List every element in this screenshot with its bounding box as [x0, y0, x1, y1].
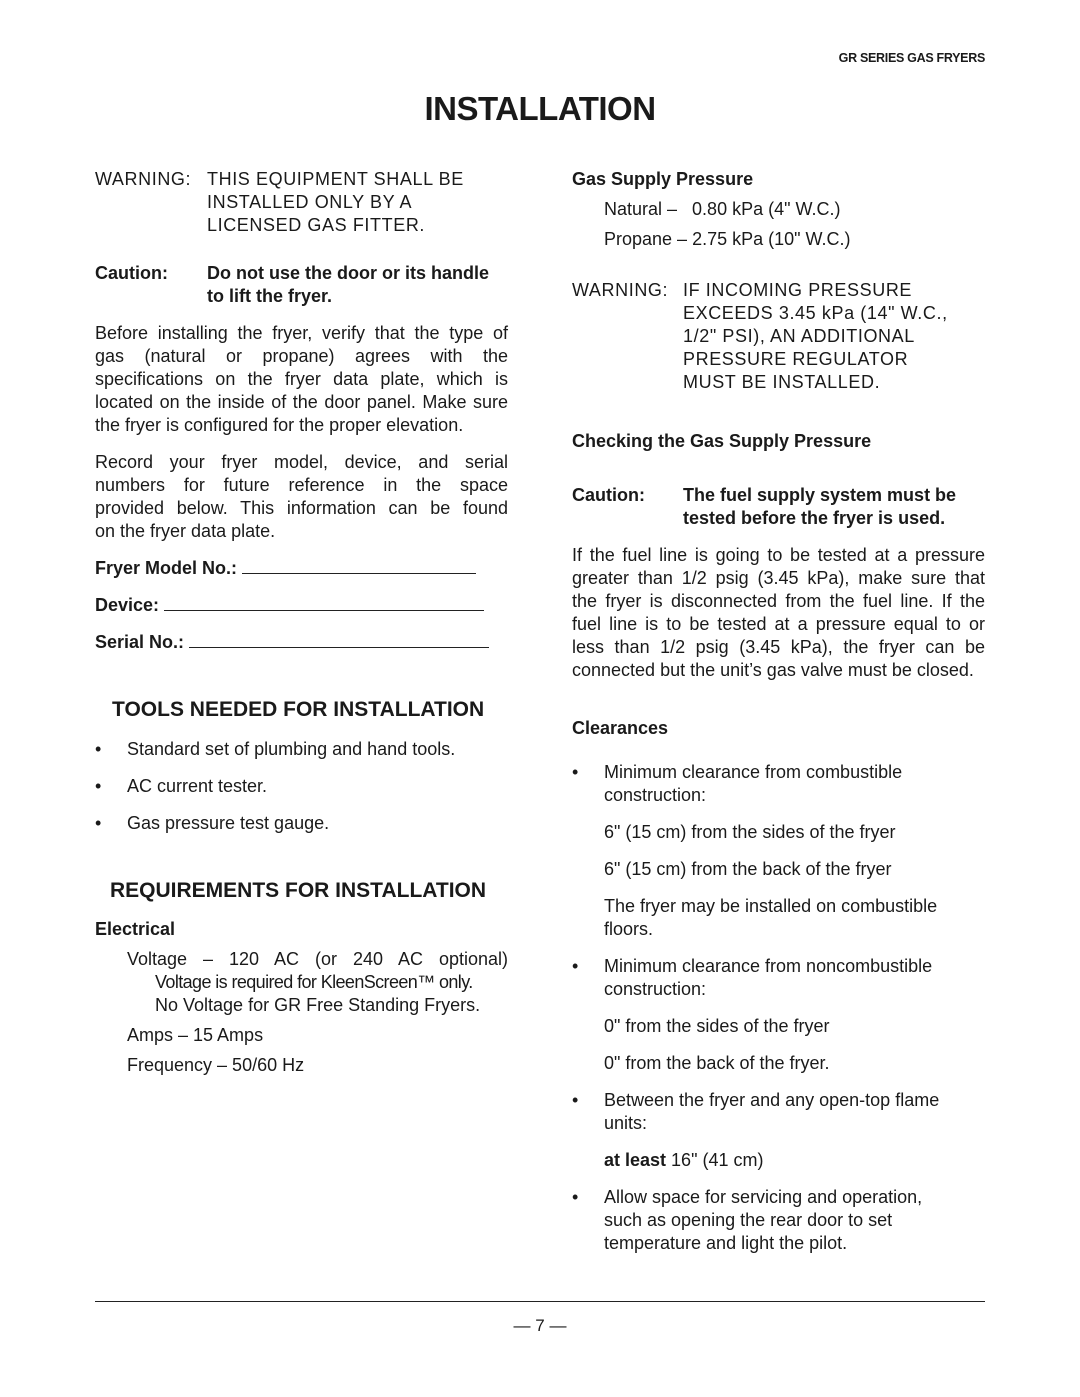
text-line: fuel line is to be tested at a pressure equal to or	[572, 614, 985, 634]
serial-field[interactable]	[95, 631, 505, 654]
text-line: gas (natural or propane) agrees with the	[95, 346, 508, 366]
clearance-flame-item: • Between the fryer and any open-top flame units:	[572, 1090, 940, 1133]
text-line: Minimum clearance from noncombustible	[604, 956, 933, 976]
text-line: LICENSED GAS FITTER.	[207, 215, 426, 235]
tools-item: • AC current tester.	[95, 776, 268, 796]
fuel-caution-label	[572, 484, 645, 507]
combustible-floors-note	[604, 895, 937, 941]
text-line: construction:	[604, 785, 707, 805]
clearance-noncombustible-back: 0" from the back of the fryer.	[604, 1053, 830, 1073]
footer-divider	[95, 1301, 985, 1302]
intro-paragraph	[95, 322, 508, 437]
text-line: Allow space for servicing and operation,	[604, 1187, 923, 1207]
pressure-warning-label: WARNING:	[572, 280, 669, 300]
text-line: the fryer is disconnected from the fuel line. If the	[572, 591, 985, 611]
caution-label-text: Caution:	[95, 263, 168, 283]
tools-item: • Standard set of plumbing and hand tools.	[95, 739, 456, 759]
device-field[interactable]	[95, 594, 505, 617]
clearance-combustible-back: 6" (15 cm) from the back of the fryer	[604, 859, 892, 879]
fryer-model-field[interactable]	[95, 557, 505, 580]
warning-text	[207, 168, 464, 237]
text-line: MUST BE INSTALLED.	[683, 372, 881, 392]
device-label: Device:	[95, 595, 160, 615]
series-header: GR SERIES GAS FRYERS	[838, 51, 985, 65]
tools-item-text: Gas pressure test gauge.	[127, 813, 330, 833]
requirements-heading: REQUIREMENTS FOR INSTALLATION	[110, 879, 487, 902]
text-line: the fryer is configured for the proper elevation.	[95, 415, 464, 435]
flame-distance-value: 16" (41 cm)	[666, 1150, 764, 1170]
text-line: temperature and light the pilot.	[604, 1233, 848, 1253]
amps-line: Amps – 15 Amps	[127, 1025, 264, 1045]
text-line: construction:	[604, 979, 707, 999]
text-line: Do not use the door or its handle	[207, 263, 490, 283]
electrical-heading: Electrical	[95, 919, 176, 939]
text-line: INSTALLED ONLY BY A	[207, 192, 413, 212]
text-line: such as opening the rear door to set	[604, 1210, 893, 1230]
clearance-flame-text	[604, 1089, 939, 1135]
tools-item: • Gas pressure test gauge.	[95, 813, 330, 833]
clearance-flame-distance	[604, 1149, 763, 1172]
natural-pressure: Natural – 0.80 kPa (4" W.C.)	[604, 199, 841, 219]
text-line: The fuel supply system must be	[683, 485, 957, 505]
fryer-model-label: Fryer Model No.:	[95, 558, 238, 578]
text-line: provided below. This information can be found	[95, 498, 508, 518]
clearance-noncombustible-sides: 0" from the sides of the fryer	[604, 1016, 830, 1036]
clearance-noncombustible-item: • Minimum clearance from noncombustible construction:	[572, 956, 933, 999]
page-title: INSTALLATION	[424, 90, 656, 127]
text-line: Between the fryer and any open-top flame	[604, 1090, 940, 1110]
propane-pressure: Propane – 2.75 kPa (10" W.C.)	[604, 229, 851, 249]
clearance-combustible-text	[604, 761, 902, 807]
text-line: to lift the fryer.	[207, 286, 333, 306]
fuel-caution-label-text: Caution:	[572, 485, 645, 505]
serial-label: Serial No.:	[95, 632, 185, 652]
text-line: The fryer may be installed on combustible	[604, 896, 938, 916]
text-line: 1/2" PSI), AN ADDITIONAL	[683, 326, 915, 346]
page-number: — 7 —	[513, 1316, 567, 1335]
text-line: EXCEEDS 3.45 kPa (14" W.C.,	[683, 303, 948, 323]
device-blank[interactable]	[164, 594, 484, 611]
voltage-line: Voltage – 120 AC (or 240 AC optional)	[127, 949, 508, 969]
text-line: floors.	[604, 919, 654, 939]
text-line: greater than 1/2 psig (3.45 kPa), make sure that	[572, 568, 985, 588]
caution-label	[95, 262, 168, 285]
text-line: tested before the fryer is used.	[683, 508, 946, 528]
servicing-space-item: • Allow space for servicing and operation, such as opening the rear door to set temperature and light the pilot.	[572, 1187, 923, 1253]
voltage-note-2: No Voltage for GR Free Standing Fryers.	[155, 995, 481, 1015]
clearances-heading: Clearances	[572, 718, 669, 738]
clearance-combustible-item: • Minimum clearance from combustible construction:	[572, 762, 903, 805]
fuel-caution-text	[683, 484, 956, 530]
clearance-noncombustible-text	[604, 955, 932, 1001]
text-line: Before installing the fryer, verify that the type of	[95, 323, 508, 343]
tools-item-text: Standard set of plumbing and hand tools.	[127, 739, 456, 759]
caution-text	[207, 262, 489, 308]
tools-heading: TOOLS NEEDED FOR INSTALLATION	[112, 698, 485, 721]
serial-blank[interactable]	[189, 631, 489, 648]
tools-item-text: AC current tester.	[127, 776, 268, 796]
frequency-line: Frequency – 50/60 Hz	[127, 1055, 305, 1075]
servicing-space-text	[604, 1186, 922, 1255]
clearance-combustible-sides: 6" (15 cm) from the sides of the fryer	[604, 822, 896, 842]
text-line: less than 1/2 psig (3.45 kPa), the fryer can be	[572, 637, 985, 657]
checking-heading: Checking the Gas Supply Pressure	[572, 431, 872, 451]
text-line: Minimum clearance from combustible	[604, 762, 903, 782]
text-line: IF INCOMING PRESSURE	[683, 280, 913, 300]
fuel-test-paragraph	[572, 544, 985, 682]
warning-label: WARNING:	[95, 169, 192, 189]
pressure-warning-text	[683, 279, 948, 394]
text-line: numbers for future reference in the space	[95, 475, 508, 495]
record-paragraph	[95, 451, 508, 543]
text-line: PRESSURE REGULATOR	[683, 349, 909, 369]
text-line: Record your fryer model, device, and serial	[95, 452, 508, 472]
voltage-note: Voltage is required for KleenScreen™ only.	[155, 972, 473, 992]
text-line: connected but the unit’s gas valve must be closed.	[572, 660, 974, 680]
text-line: If the fuel line is going to be tested at a pressure	[572, 545, 985, 565]
text-line: located on the inside of the door panel. Make sure	[95, 392, 508, 412]
text-line: on the fryer data plate.	[95, 521, 276, 541]
at-least-label: at least	[604, 1150, 667, 1170]
fryer-model-blank[interactable]	[242, 557, 476, 574]
text-line: specifications on the fryer data plate, which is	[95, 369, 508, 389]
text-line: units:	[604, 1113, 648, 1133]
text-line: THIS EQUIPMENT SHALL BE	[207, 169, 464, 189]
gas-supply-heading: Gas Supply Pressure	[572, 169, 754, 189]
